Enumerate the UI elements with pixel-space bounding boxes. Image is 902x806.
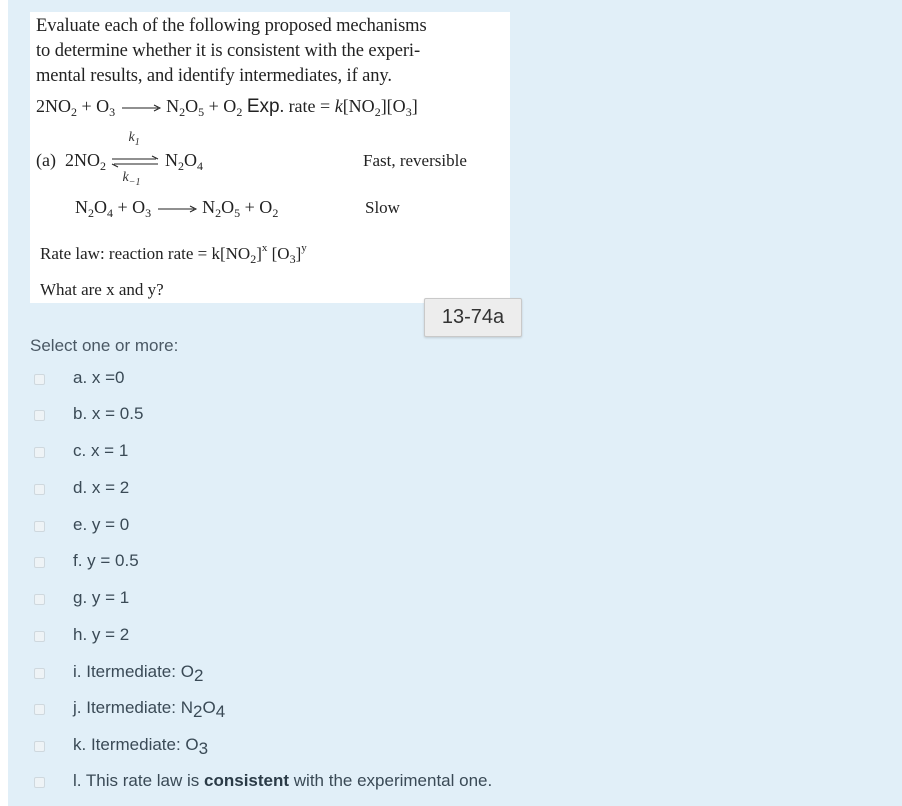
checkbox[interactable]: [34, 704, 45, 715]
checkbox[interactable]: [34, 777, 45, 788]
checkbox[interactable]: [34, 631, 45, 642]
checkbox[interactable]: [34, 741, 45, 752]
overall-reaction: $2NO_2 + O_3$ $N_2O_5 + O_2$ Exp. rate = $k[NO_2][O_3]$: [36, 96, 418, 119]
question-tag: 13-74a: [424, 298, 522, 337]
step-b-note: Slow: [365, 198, 400, 217]
question-intro: Evaluate each of the following proposed mechanisms to determine whether it is consistent with the experi- mental results, and identify intermediates, if any.: [36, 16, 427, 86]
checkbox[interactable]: [34, 594, 45, 605]
checkbox[interactable]: [34, 410, 45, 421]
select-prompt: Select one or more:: [30, 336, 179, 355]
option-g[interactable]: g. y = 1: [0, 580, 902, 617]
question-text: What are x and y?: [40, 280, 164, 299]
option-f[interactable]: f. y = 0.5: [0, 543, 902, 580]
rate-law: Rate law: reaction rate = $k[NO_2]^x$ $[O_3]^y$: [40, 242, 307, 266]
option-h[interactable]: h. y = 2: [0, 617, 902, 654]
checkbox[interactable]: [34, 484, 45, 495]
step-b-reaction: $N_2O_4 + O_3$ $N_2O_5 + O_2$: [75, 197, 279, 220]
checkbox[interactable]: [34, 447, 45, 458]
option-c[interactable]: c. x = 1: [0, 433, 902, 470]
question-image: [30, 12, 510, 303]
option-i[interactable]: i. Itermediate: $O_2$: [0, 654, 902, 691]
reaction-arrow-icon: [120, 103, 162, 113]
option-k[interactable]: k. Itermediate: $O_3$: [0, 727, 902, 764]
step-a-note: Fast, reversible: [363, 151, 467, 170]
option-e[interactable]: e. y = 0: [0, 507, 902, 544]
option-d[interactable]: d. x = 2: [0, 470, 902, 507]
checkbox[interactable]: [34, 521, 45, 532]
option-b[interactable]: b. x = 0.5: [0, 396, 902, 433]
checkbox[interactable]: [34, 374, 45, 385]
reaction-arrow-icon: [156, 204, 198, 214]
option-j[interactable]: j. Itermediate: $N_2O_4$: [0, 690, 902, 727]
checkbox[interactable]: [34, 557, 45, 568]
checkbox[interactable]: [34, 668, 45, 679]
option-l[interactable]: l. This rate law is consistent with the experimental one.: [0, 763, 902, 800]
option-a[interactable]: a. x =0: [0, 360, 902, 397]
equilibrium-arrow-icon: [110, 154, 160, 170]
step-a-reaction: (a) $2NO_2$ $k_1$ $k_{-1}$ $N_2O_4$: [36, 129, 203, 188]
